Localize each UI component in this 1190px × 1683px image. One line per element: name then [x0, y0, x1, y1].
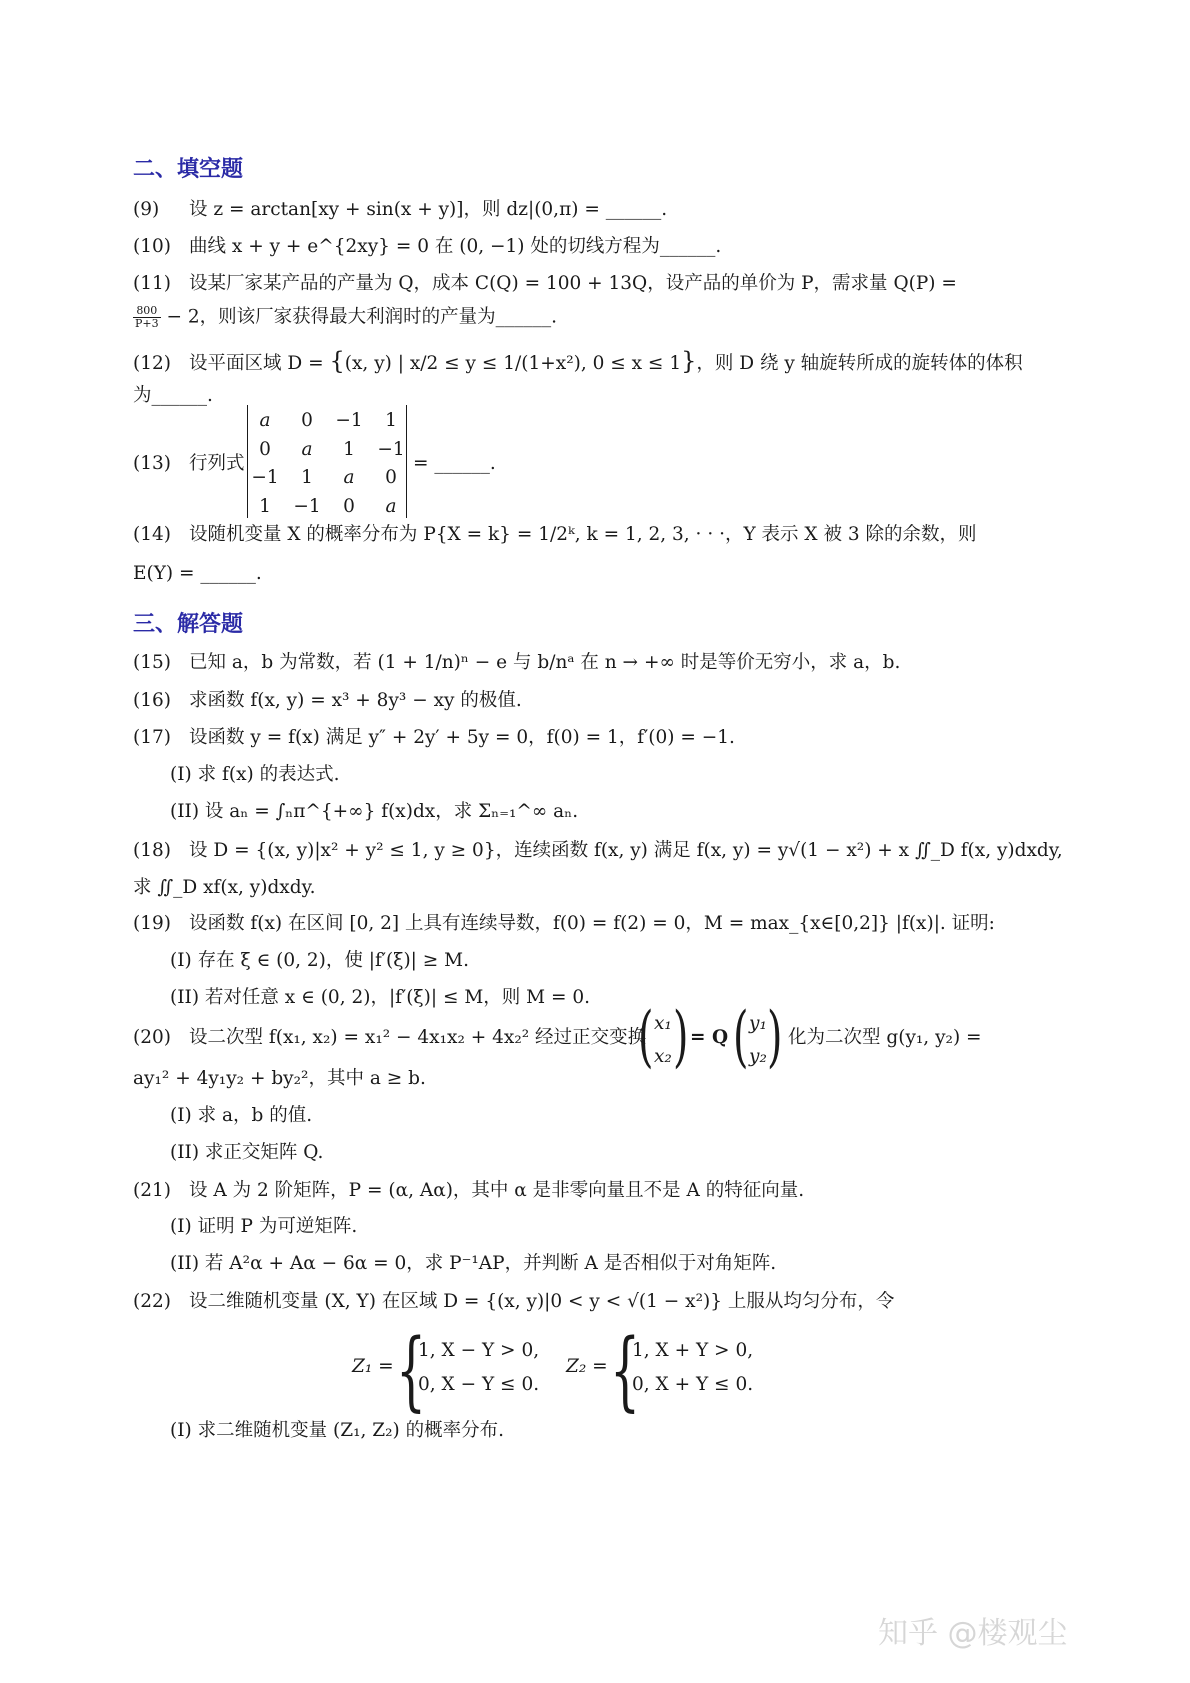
question-text-part1: 设平面区域 D =	[189, 353, 324, 374]
question-number: (22)	[133, 1291, 171, 1312]
question-14	[133, 524, 977, 546]
question-21-part1: (I) 证明 P 为可逆矩阵.	[170, 1216, 358, 1237]
question-20-part1: (I) 求 a，b 的值.	[170, 1105, 313, 1126]
section-title-answer: 三、解答题	[133, 612, 244, 637]
question-21-part2: (II) 若 A²α + Aα − 6α = 0，求 P⁻¹AP，并判断 A 是否相似于对角矩阵.	[170, 1253, 777, 1274]
fraction-denominator: P+3	[135, 317, 159, 331]
question-20	[133, 1027, 646, 1049]
question-text-line1: 设 D = {(x, y)|x² + y² ≤ 1, y ≥ 0}，连续函数 f(x, y) 满足 f(x, y) = y√(1 − x²) + x ∬_D f(x, y)dxdy,	[189, 840, 1063, 861]
matrix-cell: a	[343, 467, 355, 488]
question-11-line2	[133, 305, 557, 330]
left-paren: (	[638, 998, 654, 1075]
vector-y-1: y₁	[749, 1013, 767, 1034]
question-17	[133, 727, 735, 749]
matrix-cell: 1	[301, 467, 313, 488]
matrix-cell: a	[385, 495, 397, 517]
question-number: (18)	[133, 840, 171, 861]
question-number: (19)	[133, 913, 171, 934]
z2-case-1: 1, X + Y > 0,	[632, 1340, 754, 1361]
question-20-part2: (II) 求正交矩阵 Q.	[170, 1142, 324, 1163]
question-text: 求函数 f(x, y) = x³ + 8y³ − xy 的极值.	[189, 690, 522, 711]
question-11	[133, 273, 957, 295]
z1-brace: {	[396, 1321, 427, 1421]
left-brace: {	[329, 347, 345, 375]
matrix-cell: 0	[301, 410, 313, 431]
z2-brace: {	[610, 1321, 641, 1421]
matrix-cell: 1	[343, 438, 355, 460]
question-19-part2: (II) 若对任意 x ∈ (0, 2)，|f′(ξ)| ≤ M，则 M = 0.	[170, 987, 591, 1008]
vector-x-2: x₂	[654, 1046, 672, 1067]
matrix-cell: 0	[259, 438, 271, 460]
question-text: 设函数 y = f(x) 满足 y″ + 2y′ + 5y = 0，f(0) = 1，f′(0) = −1.	[189, 727, 735, 748]
fraction-numerator: 800	[133, 305, 161, 318]
question-text: 设二维随机变量 (X, Y) 在区域 D = {(x, y)|0 < y < √(1 − x²)} 上服从均匀分布，令	[189, 1291, 895, 1312]
question-14-line2: E(Y) = ______.	[133, 563, 262, 584]
question-number: (11)	[133, 273, 171, 294]
question-text-part2: ，则 D 绕 y 轴旋转所成的旋转体的体积	[696, 353, 1023, 374]
matrix-q-eq: = Q	[690, 1027, 729, 1048]
question-number: (17)	[133, 727, 171, 748]
question-text-line1: 设随机变量 X 的概率分布为 P{X = k} = 1/2ᵏ, k = 1, 2, 3, · · ·，Y 表示 X 被 3 除的余数，则	[189, 524, 977, 545]
question-16	[133, 690, 522, 712]
question-number: (15)	[133, 652, 171, 673]
question-number: (14)	[133, 524, 171, 545]
matrix-cell: 0	[343, 495, 355, 517]
matrix-cell: −1	[335, 410, 363, 431]
question-number: (9)	[133, 199, 160, 220]
question-12	[133, 347, 1023, 376]
question-9	[133, 199, 667, 221]
question-text-line2: − 2，则该厂家获得最大利润时的产量为______.	[166, 306, 558, 328]
question-number: (10)	[133, 236, 171, 257]
question-text: 设 z = arctan[xy + sin(x + y)]，则 dz|(0,π) = ______.	[189, 199, 668, 220]
matrix-cell: −1	[251, 467, 279, 488]
question-text-part1: 设二次型 f(x₁, x₂) = x₁² − 4x₁x₂ + 4x₂² 经过正交变换	[189, 1027, 647, 1048]
question-text: 设函数 f(x) 在区间 [0, 2] 上具有连续导数，f(0) = f(2) = 0，M = max_{x∈[0,2]} |f(x)|. 证明:	[189, 913, 995, 934]
vector-x-1: x₁	[654, 1013, 672, 1034]
z1-case-2: 0, X − Y ≤ 0.	[418, 1374, 540, 1395]
determinant-label: 行列式	[189, 453, 245, 474]
determinant-tail: = ______.	[413, 453, 496, 474]
question-13	[133, 453, 245, 475]
question-number: (13)	[133, 453, 171, 474]
question-21	[133, 1180, 804, 1202]
question-number: (12)	[133, 353, 171, 374]
question-17-part2: (II) 设 aₙ = ∫ₙπ^{+∞} f(x)dx，求 Σₙ₌₁^∞ aₙ.	[170, 801, 579, 822]
question-18-line2: 求 ∬_D xf(x, y)dxdy.	[133, 877, 316, 898]
right-paren: )	[673, 998, 689, 1075]
left-paren: (	[733, 998, 749, 1075]
question-22	[133, 1291, 894, 1313]
matrix-cell: 1	[259, 495, 271, 517]
z2-label: Z₂ =	[566, 1356, 608, 1377]
question-18	[133, 840, 1063, 862]
question-text: 已知 a，b 为常数，若 (1 + 1/n)ⁿ − e 与 b/nᵃ 在 n → +∞ 时是等价无穷小，求 a，b.	[189, 652, 901, 673]
right-brace: }	[681, 347, 697, 375]
matrix-cell: 1	[385, 410, 397, 431]
question-17-part1: (I) 求 f(x) 的表达式.	[170, 764, 340, 785]
question-text: 曲线 x + y + e^{2xy} = 0 在 (0, −1) 处的切线方程为______.	[189, 236, 722, 257]
z1-case-1: 1, X − Y > 0,	[418, 1340, 540, 1361]
section-title-fill: 二、填空题	[133, 157, 244, 182]
question-text: 设 A 为 2 阶矩阵，P = (α, Aα)，其中 α 是非零向量且不是 A 的特征向量.	[189, 1180, 805, 1201]
matrix-cell: −1	[377, 438, 405, 460]
question-10	[133, 236, 721, 258]
question-number: (21)	[133, 1180, 171, 1201]
question-text-line1: 设某厂家某产品的产量为 Q，成本 C(Q) = 100 + 13Q，设产品的单价为 P，需求量 Q(P) =	[189, 273, 957, 294]
question-number: (20)	[133, 1027, 171, 1048]
question-19	[133, 913, 995, 935]
z2-case-2: 0, X + Y ≤ 0.	[632, 1374, 754, 1395]
z1-label: Z₁ =	[352, 1356, 394, 1377]
matrix-cell: −1	[293, 495, 321, 517]
matrix-cell: 0	[385, 467, 397, 488]
question-text-part2: 化为二次型 g(y₁, y₂) =	[788, 1027, 982, 1048]
matrix-cell: a	[301, 438, 313, 460]
vector-y-2: y₂	[749, 1046, 767, 1067]
question-15	[133, 652, 900, 674]
matrix-cell: a	[259, 410, 271, 431]
question-12-line2: 为______.	[133, 385, 213, 406]
question-19-part1: (I) 存在 ξ ∈ (0, 2)，使 |f′(ξ)| ≥ M.	[170, 950, 469, 971]
right-paren: )	[767, 998, 783, 1075]
watermark: 知乎 @楼观尘	[878, 1616, 1068, 1651]
set-definition: (x, y) | x/2 ≤ y ≤ 1/(1+x²), 0 ≤ x ≤ 1	[344, 353, 682, 374]
question-20-line2: ay₁² + 4y₁y₂ + by₂²，其中 a ≥ b.	[133, 1068, 426, 1089]
fraction	[133, 305, 161, 330]
question-number: (16)	[133, 690, 171, 711]
question-22-part1: (I) 求二维随机变量 (Z₁, Z₂) 的概率分布.	[170, 1420, 505, 1441]
